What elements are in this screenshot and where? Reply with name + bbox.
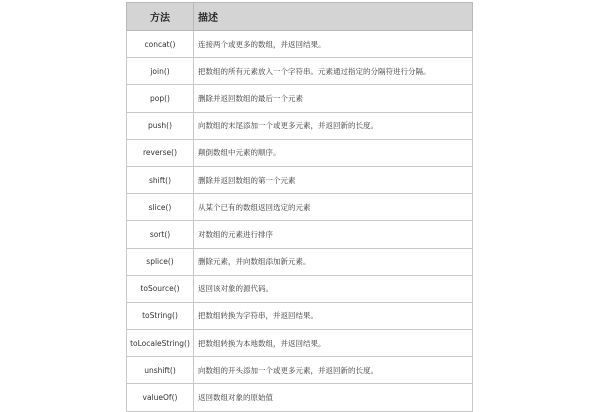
description-cell: 返回数组对象的原始值 <box>194 384 473 411</box>
description-cell: 对数组的元素进行排序 <box>194 221 473 248</box>
description-cell: 删除并返回数组的第一个元素 <box>194 166 473 193</box>
description-cell: 从某个已有的数组返回选定的元素 <box>194 194 473 221</box>
method-cell: toSource() <box>127 275 194 302</box>
method-cell: toString() <box>127 302 194 329</box>
method-cell: slice() <box>127 194 194 221</box>
description-cell: 把数组转换为字符串，并返回结果。 <box>194 302 473 329</box>
table-row <box>127 248 473 275</box>
header-row <box>127 3 473 31</box>
table-row <box>127 221 473 248</box>
method-cell: push() <box>127 112 194 139</box>
method-cell: splice() <box>127 248 194 275</box>
table-row <box>127 302 473 329</box>
table-row <box>127 112 473 139</box>
description-cell: 连接两个或更多的数组，并返回结果。 <box>194 31 473 58</box>
table-row <box>127 357 473 384</box>
table-header <box>127 3 473 31</box>
method-cell: valueOf() <box>127 384 194 411</box>
table-body <box>127 31 473 412</box>
description-cell: 向数组的末尾添加一个或更多元素，并返回新的长度。 <box>194 112 473 139</box>
header-method: 方法 <box>127 3 194 31</box>
description-cell: 把数组转换为本地数组，并返回结果。 <box>194 330 473 357</box>
table-row <box>127 194 473 221</box>
table-row <box>127 384 473 411</box>
description-cell: 删除元素，并向数组添加新元素。 <box>194 248 473 275</box>
table-row <box>127 58 473 85</box>
description-cell: 删除并返回数组的最后一个元素 <box>194 85 473 112</box>
description-cell: 把数组的所有元素放入一个字符串。元素通过指定的分隔符进行分隔。 <box>194 58 473 85</box>
array-methods-table-container <box>126 2 472 412</box>
table-row <box>127 330 473 357</box>
method-cell: concat() <box>127 31 194 58</box>
method-cell: unshift() <box>127 357 194 384</box>
method-cell: join() <box>127 58 194 85</box>
method-cell: sort() <box>127 221 194 248</box>
method-cell: toLocaleString() <box>127 330 194 357</box>
table-row <box>127 275 473 302</box>
table-row <box>127 31 473 58</box>
method-cell: pop() <box>127 85 194 112</box>
method-cell: shift() <box>127 166 194 193</box>
header-description: 描述 <box>194 3 473 31</box>
table-row <box>127 85 473 112</box>
table-row <box>127 139 473 166</box>
description-cell: 颠倒数组中元素的顺序。 <box>194 139 473 166</box>
description-cell: 返回该对象的源代码。 <box>194 275 473 302</box>
method-cell: reverse() <box>127 139 194 166</box>
table-row <box>127 166 473 193</box>
array-methods-table <box>126 2 473 412</box>
description-cell: 向数组的开头添加一个或更多元素，并返回新的长度。 <box>194 357 473 384</box>
